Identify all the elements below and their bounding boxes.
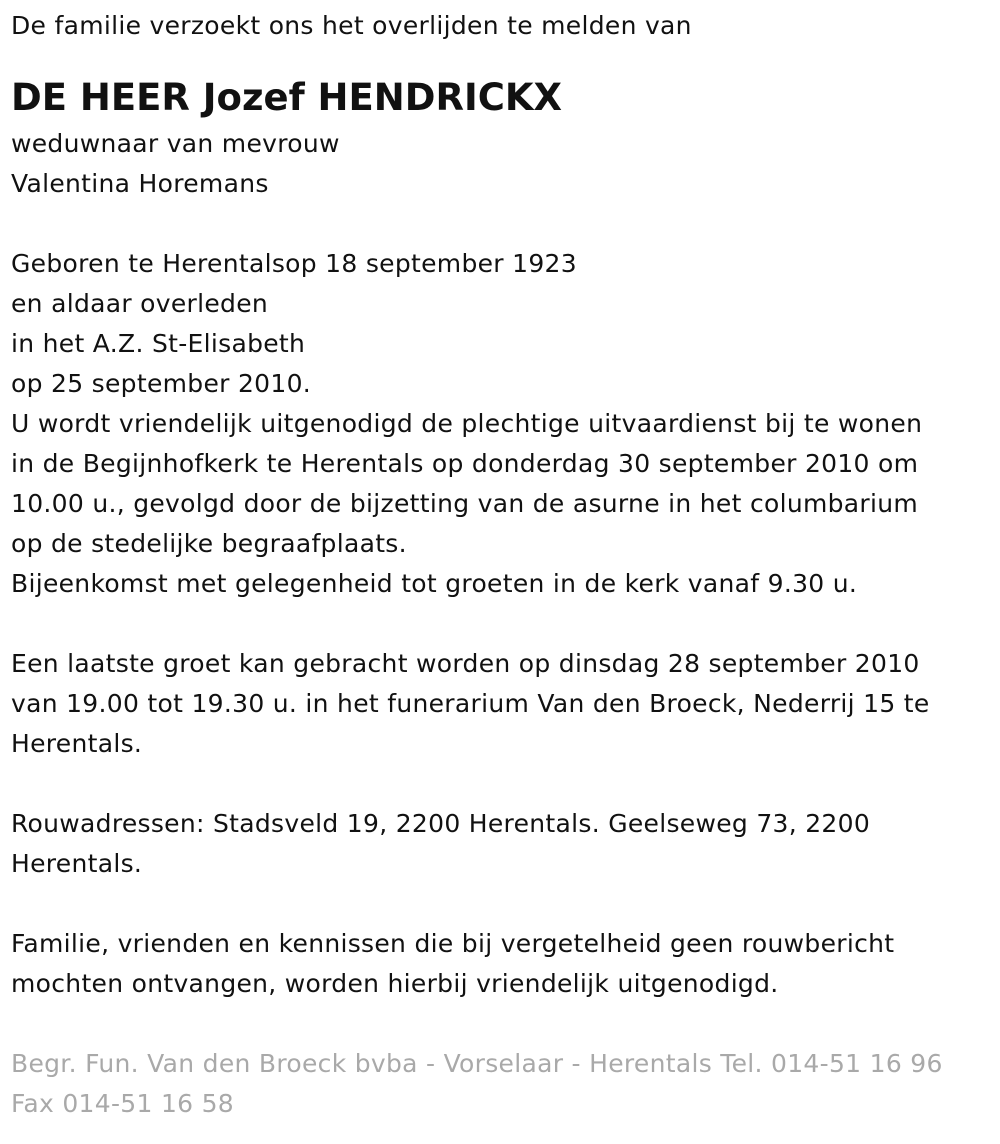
intro-text: De familie verzoekt ons het overlijden te melden van xyxy=(11,11,692,40)
funeral-block xyxy=(11,404,986,604)
invitation-line: Familie, vrienden en kennissen die bij vergetelheid geen rouwbericht xyxy=(11,929,895,958)
funeral-line: U wordt vriendelijk uitgenodigd de plechtige uitvaardienst bij te wonen xyxy=(11,409,923,438)
address-line: Herentals. xyxy=(11,849,143,878)
funeral-line: in de Begijnhofkerk te Herentals op donderdag 30 september 2010 om xyxy=(11,449,919,478)
birth-death-line: op 25 september 2010. xyxy=(11,369,312,398)
birth-death-line: Geboren te Herentalsop 18 september 1923 xyxy=(11,249,577,278)
deceased-name: DE HEER Jozef HENDRICKX xyxy=(11,76,563,119)
last-greeting-line: Een laatste groet kan gebracht worden op dinsdag 28 september 2010 xyxy=(11,649,920,678)
footer-line: Begr. Fun. Van den Broeck bvba - Vorselaar - Herentals Tel. 014-51 16 96 xyxy=(11,1049,943,1078)
invitation-block xyxy=(11,924,986,1004)
spacer xyxy=(11,604,986,644)
last-greeting-block xyxy=(11,644,986,764)
last-greeting-line: Herentals. xyxy=(11,729,143,758)
spacer xyxy=(11,764,986,804)
footer-line: Fax 014-51 16 58 xyxy=(11,1089,235,1118)
birth-death-block xyxy=(11,244,986,404)
spouse-line: weduwnaar van mevrouw xyxy=(11,129,340,158)
birth-death-line: en aldaar overleden xyxy=(11,289,269,318)
funeral-home-footer xyxy=(11,1044,986,1124)
last-greeting-line: van 19.00 tot 19.30 u. in het funerarium Van den Broeck, Nederrij 15 te xyxy=(11,689,930,718)
spacer xyxy=(11,884,986,924)
death-notice xyxy=(11,0,986,1124)
spacer xyxy=(11,1004,986,1044)
spouse-block xyxy=(11,124,986,204)
spouse-line: Valentina Horemans xyxy=(11,169,269,198)
address-line: Rouwadressen: Stadsveld 19, 2200 Herentals. Geelseweg 73, 2200 xyxy=(11,809,871,838)
funeral-line: 10.00 u., gevolgd door de bijzetting van de asurne in het columbarium xyxy=(11,489,919,518)
funeral-line: op de stedelijke begraafplaats. xyxy=(11,529,407,558)
spacer xyxy=(11,204,986,244)
addresses-block xyxy=(11,804,986,884)
birth-death-line: in het A.Z. St-Elisabeth xyxy=(11,329,306,358)
invitation-line: mochten ontvangen, worden hierbij vriendelijk uitgenodigd. xyxy=(11,969,779,998)
funeral-line: Bijeenkomst met gelegenheid tot groeten in de kerk vanaf 9.30 u. xyxy=(11,569,858,598)
